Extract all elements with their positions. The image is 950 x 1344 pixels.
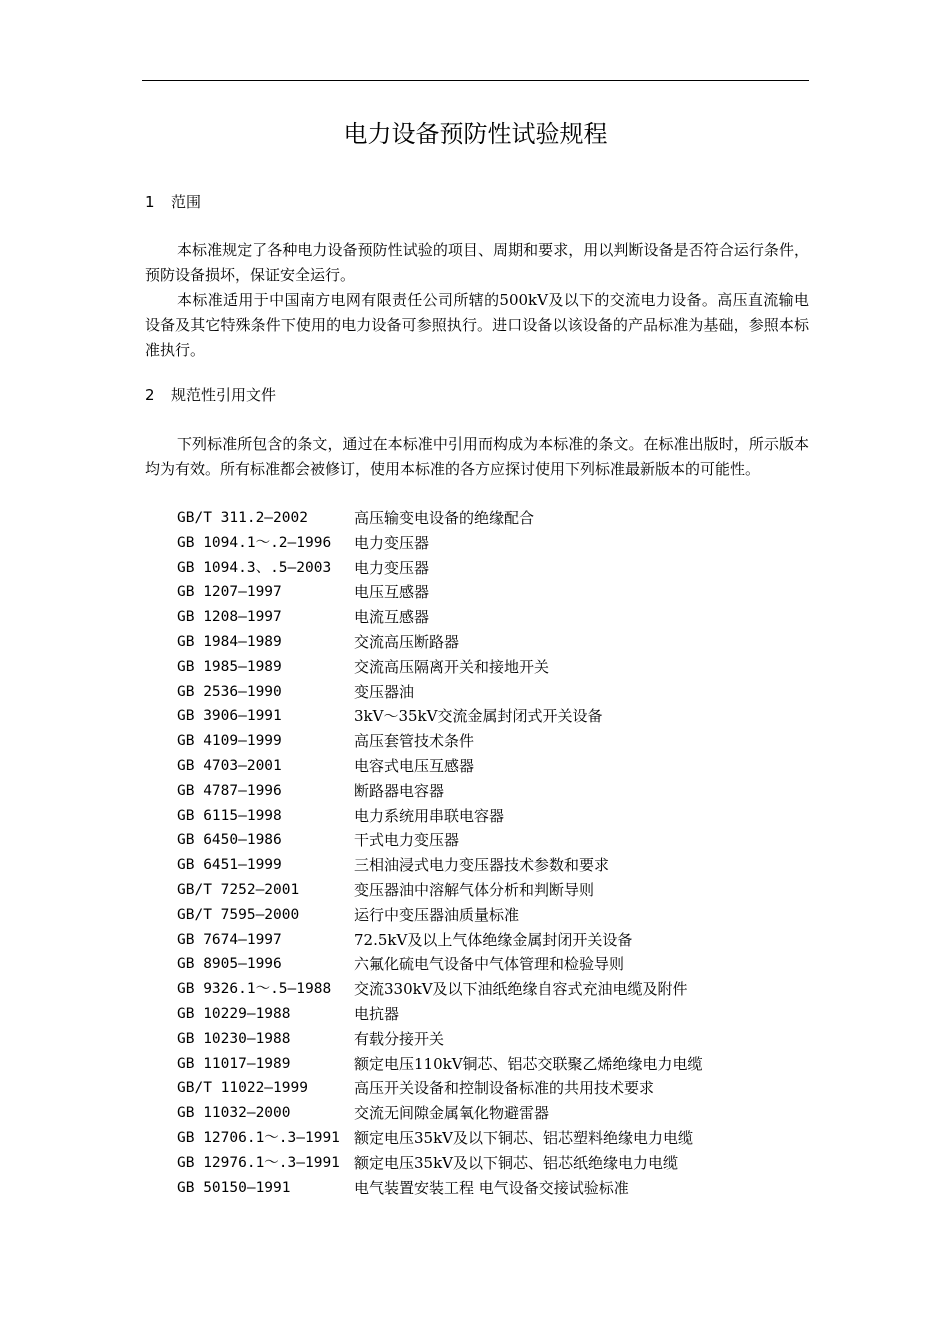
reference-item — [177, 506, 809, 531]
section-1-title: 范围 — [171, 193, 202, 211]
reference-code: GB 1207—1997 — [177, 584, 282, 601]
reference-title: 电压互感器 — [354, 583, 430, 602]
reference-code: GB 3906—1991 — [177, 708, 282, 725]
reference-item — [177, 928, 809, 953]
reference-title: 电力变压器 — [354, 533, 430, 552]
reference-item — [177, 680, 809, 705]
reference-item — [177, 1027, 809, 1052]
reference-code: GB 1208—1997 — [177, 609, 282, 626]
reference-item — [177, 704, 809, 729]
reference-item — [177, 1101, 809, 1126]
reference-item — [177, 804, 809, 829]
reference-title: 高压套管技术条件 — [354, 732, 475, 751]
section-2-title: 规范性引用文件 — [171, 386, 277, 404]
section-1-paragraph-2: 本标准适用于中国南方电网有限责任公司所辖的500kV及以下的交流电力设备。高压直流输电设备及其它特殊条件下使用的电力设备可参照执行。进口设备以该设备的产品标准为基础，参照本标准执行。 — [145, 291, 809, 359]
reference-item — [177, 729, 809, 754]
reference-item — [177, 1151, 809, 1176]
reference-code: GB/T 7252—2001 — [177, 881, 300, 898]
reference-item — [177, 754, 809, 779]
reference-title: 电抗器 — [354, 1004, 400, 1023]
reference-title: 3kV～35kV交流金属封闭式开关设备 — [354, 707, 603, 726]
reference-item — [177, 1052, 809, 1077]
reference-title: 交流高压断路器 — [354, 632, 460, 651]
reference-code: GB 6451—1999 — [177, 857, 282, 874]
reference-code: GB 6115—1998 — [177, 807, 282, 824]
reference-title: 变压器油 — [354, 682, 415, 701]
reference-code: GB 12976.1～.3—1991 — [177, 1154, 340, 1171]
reference-item — [177, 828, 809, 853]
section-1-paragraph-1: 本标准规定了各种电力设备预防性试验的项目、周期和要求，用以判断设备是否符合运行条件，预防设备损坏，保证安全运行。 — [145, 241, 809, 284]
reference-code: GB 11017—1989 — [177, 1055, 291, 1072]
reference-code: GB 8905—1996 — [177, 956, 282, 973]
reference-code: GB 50150—1991 — [177, 1179, 291, 1196]
reference-code: GB 1984—1989 — [177, 633, 282, 650]
section-2-heading — [145, 384, 276, 405]
header-rule — [142, 80, 809, 81]
reference-title: 额定电压35kV及以下铜芯、铝芯塑料绝缘电力电缆 — [354, 1128, 694, 1147]
reference-code: GB 1985—1989 — [177, 658, 282, 675]
reference-code: GB 2536—1990 — [177, 683, 282, 700]
reference-title: 干式电力变压器 — [354, 831, 460, 850]
reference-item — [177, 630, 809, 655]
reference-item — [177, 1176, 809, 1201]
reference-item — [177, 977, 809, 1002]
section-1-heading — [145, 191, 201, 212]
reference-item — [177, 1126, 809, 1151]
reference-code: GB 11032—2000 — [177, 1105, 291, 1122]
reference-item — [177, 1002, 809, 1027]
reference-code: GB 4787—1996 — [177, 782, 282, 799]
reference-item — [177, 853, 809, 878]
reference-code: GB/T 7595—2000 — [177, 906, 300, 923]
reference-code: GB 4703—2001 — [177, 757, 282, 774]
section-2-number: 2 — [145, 386, 155, 404]
reference-item — [177, 952, 809, 977]
reference-title: 三相油浸式电力变压器技术参数和要求 — [354, 856, 610, 875]
reference-title: 高压开关设备和控制设备标准的共用技术要求 — [354, 1079, 655, 1098]
reference-title: 电力变压器 — [354, 558, 430, 577]
reference-title: 72.5kV及以上气体绝缘金属封闭开关设备 — [354, 930, 633, 949]
reference-list — [177, 506, 809, 1200]
reference-title: 断路器电容器 — [354, 781, 445, 800]
reference-code: GB 1094.1～.2—1996 — [177, 534, 332, 551]
reference-title: 电容式电压互感器 — [354, 756, 475, 775]
reference-item — [177, 903, 809, 928]
reference-title: 电气装置安装工程 电气设备交接试验标准 — [354, 1178, 629, 1197]
section-2-paragraph-1: 下列标准所包含的条文，通过在本标准中引用而构成为本标准的条文。在标准出版时，所示版本均为有效。所有标准都会被修订，使用本标准的各方应探讨使用下列标准最新版本的可能性。 — [145, 435, 809, 478]
reference-code: GB 4109—1999 — [177, 733, 282, 750]
reference-item — [177, 655, 809, 680]
reference-title: 高压输变电设备的绝缘配合 — [354, 509, 535, 527]
reference-title: 有载分接开关 — [354, 1029, 445, 1048]
reference-title: 运行中变压器油质量标准 — [354, 905, 520, 924]
reference-title: 电力系统用串联电容器 — [354, 806, 505, 825]
reference-item — [177, 531, 809, 556]
reference-title: 额定电压110kV铜芯、铝芯交联聚乙烯绝缘电力电缆 — [354, 1054, 703, 1073]
reference-code: GB 1094.3、.5—2003 — [177, 559, 332, 576]
reference-title: 交流无间隙金属氧化物避雷器 — [354, 1104, 550, 1123]
reference-code: GB 10229—1988 — [177, 1005, 291, 1022]
reference-code: GB 12706.1～.3—1991 — [177, 1129, 340, 1146]
reference-title: 交流330kV及以下油纸绝缘自容式充油电缆及附件 — [354, 980, 688, 999]
reference-code: GB/T 11022—1999 — [177, 1080, 308, 1097]
reference-item — [177, 580, 809, 605]
reference-title: 六氟化硫电气设备中气体管理和检验导则 — [354, 955, 625, 974]
reference-item — [177, 605, 809, 630]
reference-item — [177, 1076, 809, 1101]
reference-item — [177, 779, 809, 804]
reference-code: GB 6450—1986 — [177, 832, 282, 849]
document-title: 电力设备预防性试验规程 — [343, 120, 608, 148]
reference-code: GB 9326.1～.5—1988 — [177, 981, 332, 998]
section-1-number: 1 — [145, 193, 155, 211]
reference-item — [177, 878, 809, 903]
reference-code: GB/T 311.2—2002 — [177, 510, 308, 526]
reference-item — [177, 556, 809, 581]
reference-title: 变压器油中溶解气体分析和判断导则 — [354, 880, 595, 899]
reference-code: GB 10230—1988 — [177, 1030, 291, 1047]
reference-code: GB 7674—1997 — [177, 931, 282, 948]
reference-title: 额定电压35kV及以下铜芯、铝芯纸绝缘电力电缆 — [354, 1153, 679, 1172]
reference-title: 交流高压隔离开关和接地开关 — [354, 657, 550, 676]
reference-title: 电流互感器 — [354, 608, 430, 627]
